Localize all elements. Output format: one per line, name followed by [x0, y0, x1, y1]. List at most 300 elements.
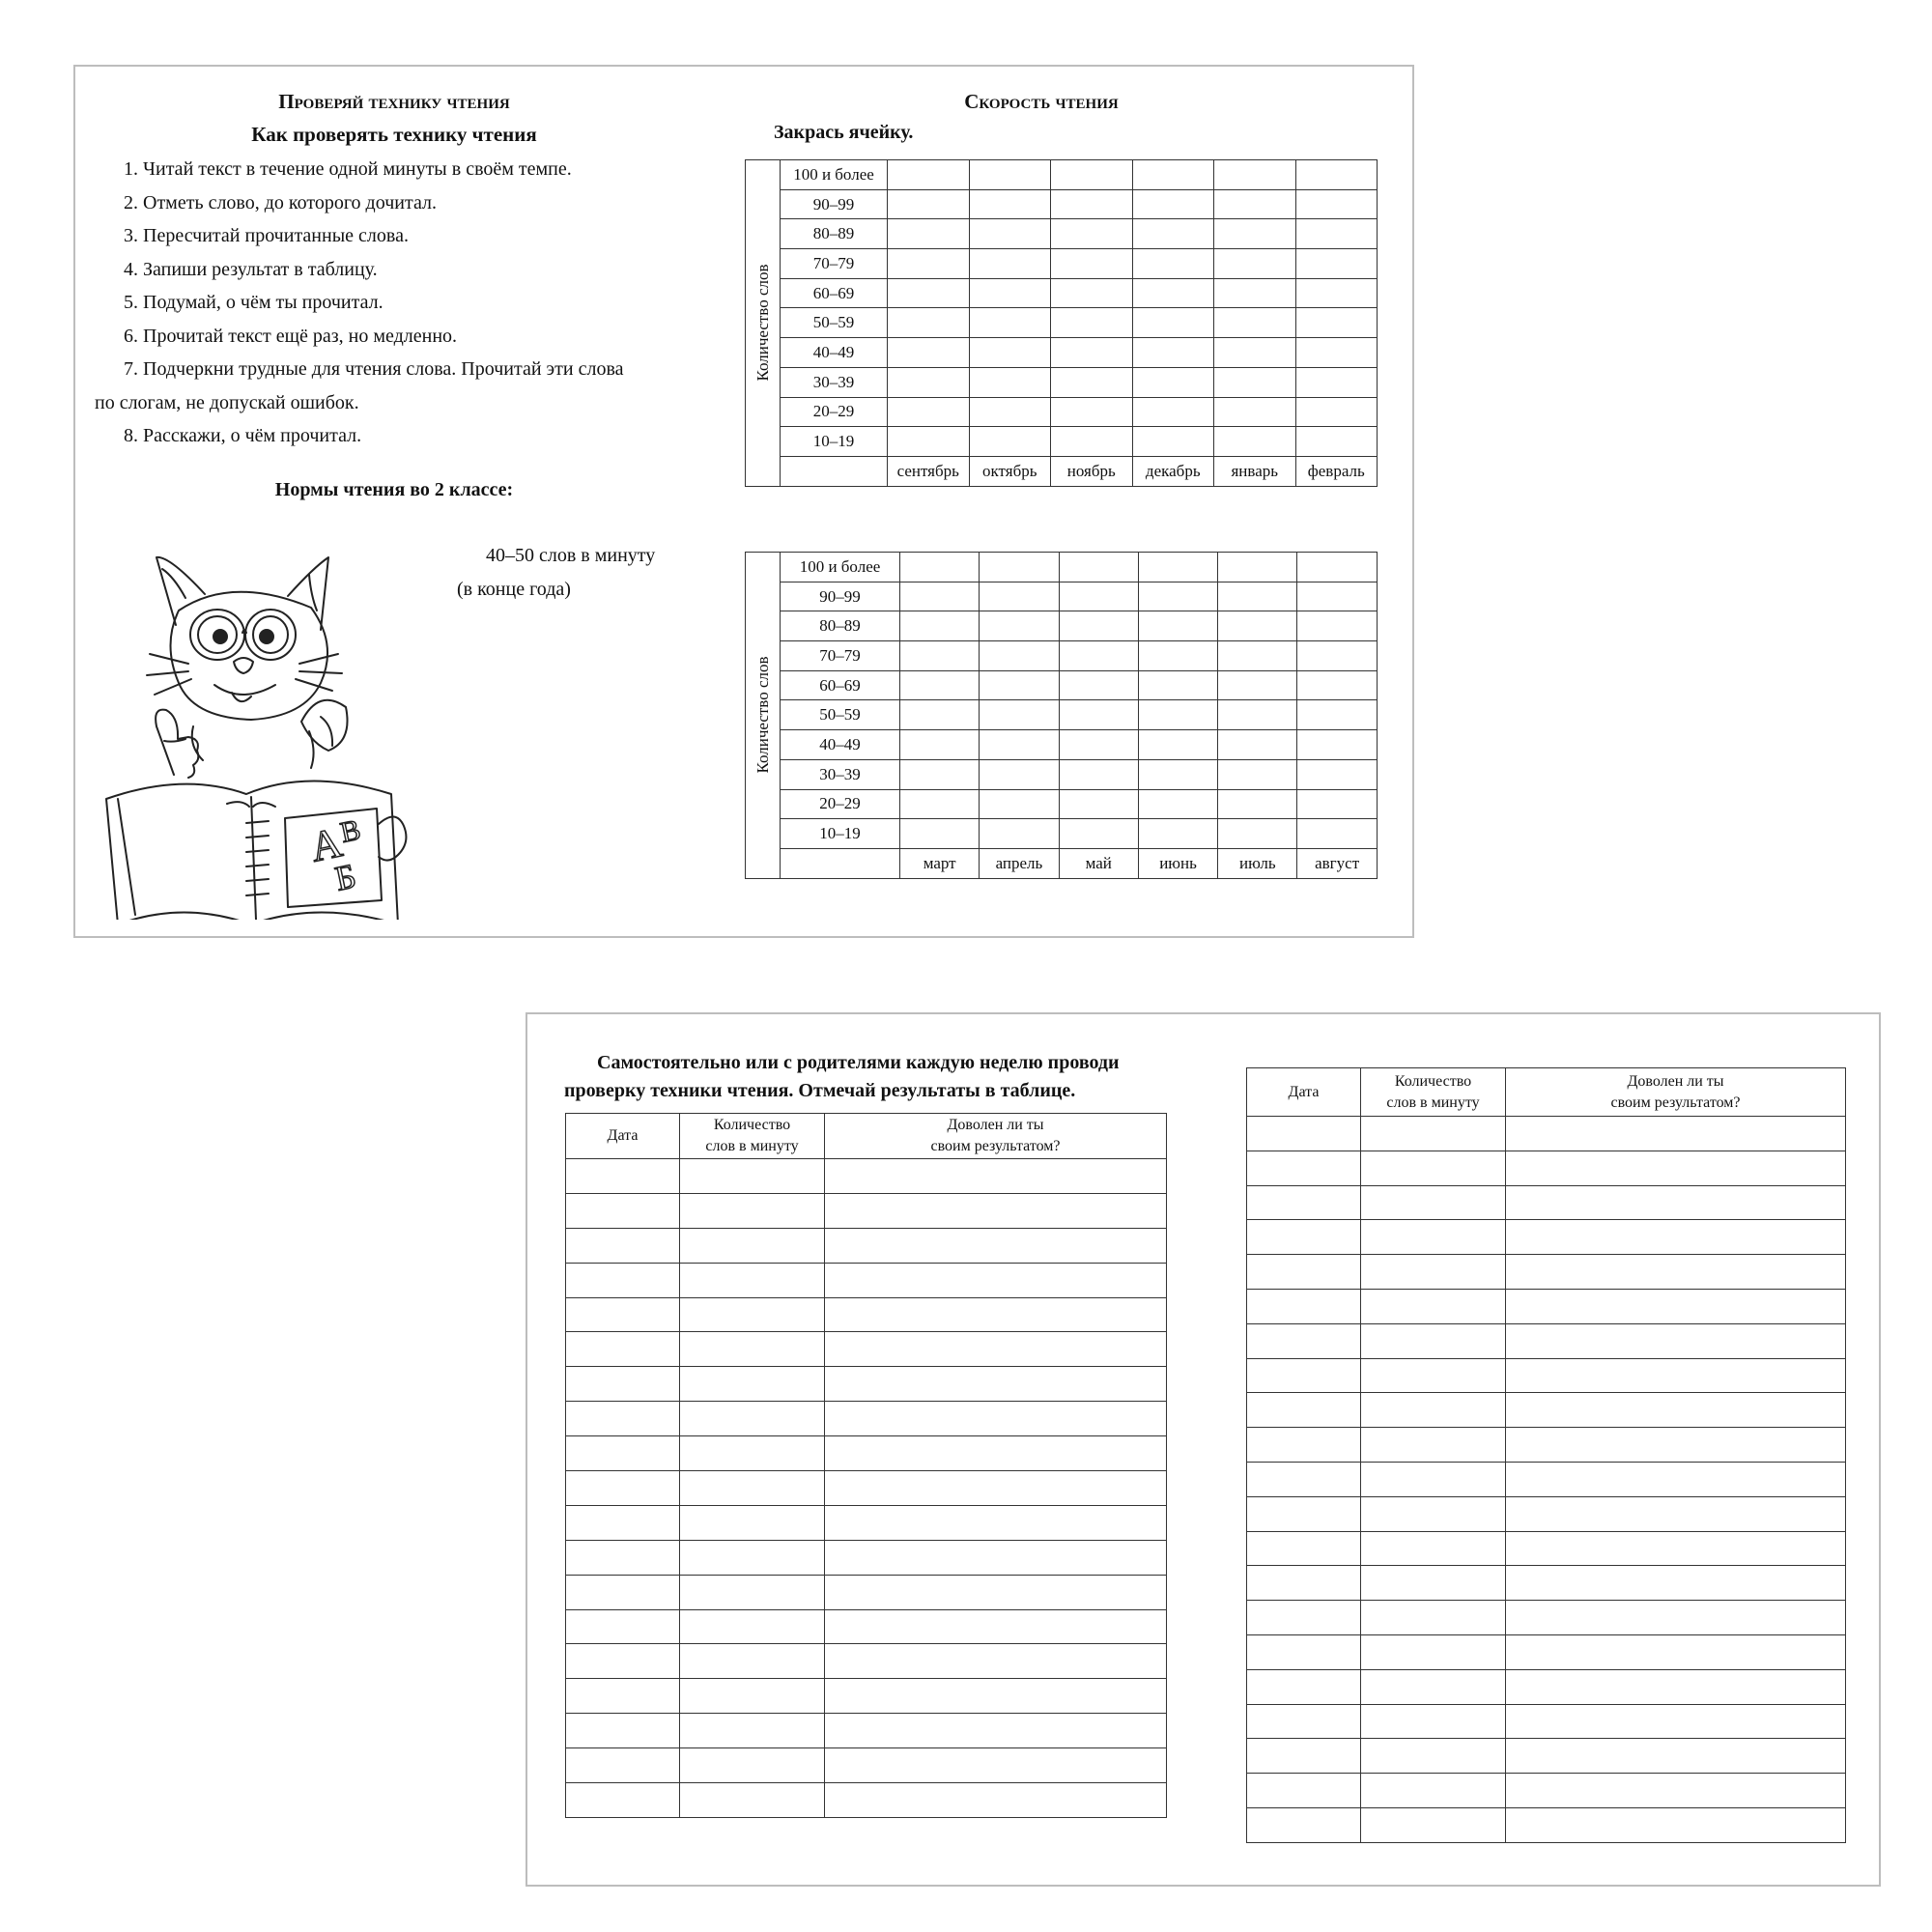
log-count-cell[interactable] — [680, 1402, 825, 1436]
speed-row — [746, 553, 1378, 582]
log-count-cell[interactable] — [680, 1159, 825, 1194]
speed-cell[interactable] — [969, 278, 1051, 308]
log-satisfied-cell[interactable] — [1506, 1669, 1846, 1704]
log-count-cell[interactable] — [1361, 1634, 1506, 1669]
log-satisfied-cell[interactable] — [1506, 1255, 1846, 1290]
log-count-cell[interactable] — [1361, 1774, 1506, 1808]
log-row — [1247, 1807, 1846, 1842]
log-satisfied-cell[interactable] — [1506, 1185, 1846, 1220]
log-date-cell[interactable] — [566, 1748, 680, 1783]
speed-cell[interactable] — [900, 759, 980, 789]
log-date-cell[interactable] — [1247, 1669, 1361, 1704]
speed-range-label: 60–69 — [781, 278, 888, 308]
log-count-cell[interactable] — [680, 1714, 825, 1748]
log-row — [566, 1228, 1167, 1263]
speed-cell[interactable] — [1059, 730, 1138, 760]
log-satisfied-cell[interactable] — [825, 1644, 1167, 1679]
speed-table-spring-summer — [745, 552, 1378, 879]
speed-row — [746, 789, 1378, 819]
log-satisfied-cell[interactable] — [1506, 1566, 1846, 1601]
log-date-cell[interactable] — [566, 1263, 680, 1297]
log-row — [566, 1263, 1167, 1297]
speed-cell[interactable] — [900, 700, 980, 730]
speed-range-label: 80–89 — [781, 219, 888, 249]
speed-cell[interactable] — [1132, 397, 1214, 427]
speed-range-label: 10–19 — [781, 819, 900, 849]
log-row — [566, 1193, 1167, 1228]
log-date-cell[interactable] — [1247, 1323, 1361, 1358]
log-satisfied-cell[interactable] — [825, 1263, 1167, 1297]
log-satisfied-cell[interactable] — [825, 1679, 1167, 1714]
speed-cell[interactable] — [1138, 611, 1217, 641]
log-row — [566, 1402, 1167, 1436]
speed-cell[interactable] — [888, 160, 970, 190]
speed-cell[interactable] — [1059, 641, 1138, 671]
log-date-cell[interactable] — [566, 1228, 680, 1263]
col-header-count: Количество слов в минуту — [680, 1114, 825, 1159]
log-date-cell[interactable] — [566, 1332, 680, 1367]
log-satisfied-cell[interactable] — [825, 1783, 1167, 1818]
log-row — [1247, 1393, 1846, 1428]
log-date-cell[interactable] — [1247, 1393, 1361, 1428]
speed-cell[interactable] — [900, 582, 980, 611]
speed-cell[interactable] — [1295, 160, 1378, 190]
log-row — [1247, 1566, 1846, 1601]
log-satisfied-cell[interactable] — [1506, 1289, 1846, 1323]
speed-row — [746, 730, 1378, 760]
log-date-cell[interactable] — [1247, 1531, 1361, 1566]
speed-cell[interactable] — [900, 611, 980, 641]
col-header-date: Дата — [1247, 1068, 1361, 1117]
norms-heading: Нормы чтения во 2 классе: — [274, 479, 514, 500]
axis-label — [746, 553, 781, 879]
speed-cell[interactable] — [1297, 789, 1377, 819]
speed-cell[interactable] — [1297, 819, 1377, 849]
speed-cell[interactable] — [969, 338, 1051, 368]
speed-cell[interactable] — [1297, 641, 1377, 671]
log-satisfied-cell[interactable] — [1506, 1151, 1846, 1185]
log-count-cell[interactable] — [680, 1575, 825, 1609]
speed-cell[interactable] — [1138, 730, 1217, 760]
log-date-cell[interactable] — [1247, 1634, 1361, 1669]
speed-cell[interactable] — [1051, 338, 1133, 368]
log-count-cell[interactable] — [1361, 1393, 1506, 1428]
speed-cell[interactable] — [888, 308, 970, 338]
speed-cell[interactable] — [980, 553, 1059, 582]
log-count-cell[interactable] — [680, 1540, 825, 1575]
log-count-cell[interactable] — [680, 1748, 825, 1783]
speed-cell[interactable] — [1297, 700, 1377, 730]
log-satisfied-cell[interactable] — [1506, 1601, 1846, 1635]
speed-cell[interactable] — [1059, 759, 1138, 789]
log-date-cell[interactable] — [1247, 1220, 1361, 1255]
log-count-cell[interactable] — [1361, 1220, 1506, 1255]
instruction-item: 8. Расскажи, о чём прочитал. — [124, 425, 362, 446]
months-row — [746, 848, 1378, 878]
log-count-cell[interactable] — [1361, 1739, 1506, 1774]
speed-cell[interactable] — [969, 189, 1051, 219]
speed-cell[interactable] — [1295, 397, 1378, 427]
speed-cell[interactable] — [1297, 582, 1377, 611]
log-satisfied-cell[interactable] — [1506, 1358, 1846, 1393]
speed-cell[interactable] — [1297, 553, 1377, 582]
log-count-cell[interactable] — [1361, 1323, 1506, 1358]
speed-cell[interactable] — [888, 219, 970, 249]
log-date-cell[interactable] — [1247, 1704, 1361, 1739]
log-satisfied-cell[interactable] — [1506, 1323, 1846, 1358]
log-date-cell[interactable] — [1247, 1566, 1361, 1601]
speed-range-label: 20–29 — [781, 397, 888, 427]
log-count-cell[interactable] — [680, 1471, 825, 1506]
log-count-cell[interactable] — [680, 1505, 825, 1540]
speed-cell[interactable] — [1059, 582, 1138, 611]
speed-cell[interactable] — [969, 397, 1051, 427]
speed-cell[interactable] — [1214, 160, 1296, 190]
speed-cell[interactable] — [900, 553, 980, 582]
month-label: июнь — [1138, 848, 1217, 878]
log-count-cell[interactable] — [680, 1436, 825, 1471]
speed-cell[interactable] — [1297, 759, 1377, 789]
speed-cell[interactable] — [1297, 611, 1377, 641]
col-header-count: Количество слов в минуту — [1361, 1068, 1506, 1117]
speed-range-label: 30–39 — [781, 759, 900, 789]
letter-a: А — [305, 818, 347, 871]
speed-cell[interactable] — [980, 611, 1059, 641]
speed-cell[interactable] — [1051, 367, 1133, 397]
log-count-cell[interactable] — [1361, 1601, 1506, 1635]
log-date-cell[interactable] — [1247, 1255, 1361, 1290]
speed-cell[interactable] — [1138, 789, 1217, 819]
log-date-cell[interactable] — [1247, 1774, 1361, 1808]
speed-cell[interactable] — [1218, 641, 1297, 671]
log-count-cell[interactable] — [680, 1609, 825, 1644]
log-count-cell[interactable] — [1361, 1496, 1506, 1531]
speed-cell[interactable] — [888, 338, 970, 368]
log-count-cell[interactable] — [1361, 1117, 1506, 1151]
log-satisfied-cell[interactable] — [1506, 1496, 1846, 1531]
log-satisfied-cell[interactable] — [825, 1332, 1167, 1367]
log-satisfied-cell[interactable] — [1506, 1704, 1846, 1739]
log-date-cell[interactable] — [566, 1367, 680, 1402]
speed-range-label: 30–39 — [781, 367, 888, 397]
log-count-cell[interactable] — [680, 1679, 825, 1714]
speed-row — [746, 219, 1378, 249]
month-label: декабрь — [1132, 456, 1214, 486]
speed-cell[interactable] — [980, 819, 1059, 849]
speed-cell[interactable] — [900, 819, 980, 849]
log-satisfied-cell[interactable] — [825, 1748, 1167, 1783]
log-satisfied-cell[interactable] — [825, 1505, 1167, 1540]
speed-cell[interactable] — [980, 582, 1059, 611]
speed-cell[interactable] — [1059, 819, 1138, 849]
speed-cell[interactable] — [1218, 670, 1297, 700]
log-date-cell[interactable] — [566, 1297, 680, 1332]
log-count-cell[interactable] — [680, 1367, 825, 1402]
instruction-item: 4. Запиши результат в таблицу. — [124, 258, 378, 280]
speed-row — [746, 611, 1378, 641]
log-date-cell[interactable] — [1247, 1807, 1361, 1842]
speed-cell[interactable] — [1059, 670, 1138, 700]
speed-cell[interactable] — [1218, 759, 1297, 789]
speed-cell[interactable] — [888, 189, 970, 219]
speed-cell[interactable] — [1295, 367, 1378, 397]
speed-cell[interactable] — [1132, 160, 1214, 190]
speed-cell[interactable] — [980, 730, 1059, 760]
speed-cell[interactable] — [888, 278, 970, 308]
speed-cell[interactable] — [1059, 611, 1138, 641]
speed-cell[interactable] — [980, 789, 1059, 819]
speed-range-label: 10–19 — [781, 427, 888, 457]
log-date-cell[interactable] — [1247, 1739, 1361, 1774]
speed-cell[interactable] — [1132, 219, 1214, 249]
speed-cell[interactable] — [1214, 189, 1296, 219]
speed-cell[interactable] — [1132, 338, 1214, 368]
log-date-cell[interactable] — [1247, 1151, 1361, 1185]
speed-cell[interactable] — [1132, 189, 1214, 219]
speed-cell[interactable] — [980, 700, 1059, 730]
speed-cell[interactable] — [1218, 582, 1297, 611]
speed-cell[interactable] — [1214, 249, 1296, 279]
speed-cell[interactable] — [1214, 219, 1296, 249]
log-row — [1247, 1531, 1846, 1566]
speed-range-label: 70–79 — [781, 641, 900, 671]
speed-cell[interactable] — [1051, 397, 1133, 427]
speed-cell[interactable] — [1214, 338, 1296, 368]
log-count-cell[interactable] — [680, 1263, 825, 1297]
speed-cell[interactable] — [888, 397, 970, 427]
speed-cell[interactable] — [1132, 278, 1214, 308]
log-count-cell[interactable] — [1361, 1807, 1506, 1842]
speed-cell[interactable] — [980, 759, 1059, 789]
speed-cell[interactable] — [1295, 189, 1378, 219]
log-row — [1247, 1601, 1846, 1635]
log-satisfied-cell[interactable] — [1506, 1393, 1846, 1428]
log-satisfied-cell[interactable] — [1506, 1634, 1846, 1669]
speed-cell[interactable] — [1132, 427, 1214, 457]
speed-cell[interactable] — [1051, 278, 1133, 308]
speed-cell[interactable] — [1218, 611, 1297, 641]
log-count-cell[interactable] — [1361, 1669, 1506, 1704]
speed-row — [746, 338, 1378, 368]
speed-cell[interactable] — [1297, 670, 1377, 700]
log-date-cell[interactable] — [566, 1402, 680, 1436]
speed-cell[interactable] — [969, 427, 1051, 457]
speed-range-label: 100 и более — [781, 160, 888, 190]
log-date-cell[interactable] — [566, 1436, 680, 1471]
log-table-left — [565, 1113, 1167, 1818]
norms-note: (в конце года) — [457, 579, 571, 600]
log-row — [566, 1332, 1167, 1367]
speed-cell[interactable] — [888, 249, 970, 279]
speed-cell[interactable] — [1138, 641, 1217, 671]
speed-cell[interactable] — [1297, 730, 1377, 760]
speed-cell[interactable] — [1295, 427, 1378, 457]
log-date-cell[interactable] — [566, 1159, 680, 1194]
speed-row — [746, 189, 1378, 219]
page-title: Проверяй технику чтения — [278, 90, 510, 113]
log-date-cell[interactable] — [1247, 1358, 1361, 1393]
log-count-cell[interactable] — [1361, 1185, 1506, 1220]
log-satisfied-cell[interactable] — [1506, 1774, 1846, 1808]
log-satisfied-cell[interactable] — [825, 1159, 1167, 1194]
speed-cell[interactable] — [888, 427, 970, 457]
empty-corner-cell — [781, 848, 900, 878]
speed-cell[interactable] — [1132, 367, 1214, 397]
log-count-cell[interactable] — [1361, 1255, 1506, 1290]
speed-cell[interactable] — [969, 219, 1051, 249]
speed-cell[interactable] — [1138, 670, 1217, 700]
speed-cell[interactable] — [1218, 700, 1297, 730]
log-date-cell[interactable] — [566, 1193, 680, 1228]
log-date-cell[interactable] — [566, 1540, 680, 1575]
speed-cell[interactable] — [900, 641, 980, 671]
speed-cell[interactable] — [1295, 249, 1378, 279]
speed-cell[interactable] — [1138, 553, 1217, 582]
log-satisfied-cell[interactable] — [825, 1714, 1167, 1748]
speed-range-label: 90–99 — [781, 189, 888, 219]
log-row — [1247, 1496, 1846, 1531]
speed-cell[interactable] — [1051, 249, 1133, 279]
log-satisfied-cell[interactable] — [825, 1297, 1167, 1332]
speed-cell[interactable] — [1218, 730, 1297, 760]
log-count-cell[interactable] — [680, 1228, 825, 1263]
speed-cell[interactable] — [1051, 308, 1133, 338]
speed-cell[interactable] — [1214, 278, 1296, 308]
log-satisfied-cell[interactable] — [825, 1609, 1167, 1644]
speed-cell[interactable] — [1295, 278, 1378, 308]
log-row — [1247, 1255, 1846, 1290]
log-date-cell[interactable] — [1247, 1117, 1361, 1151]
log-satisfied-cell[interactable] — [825, 1367, 1167, 1402]
month-label: май — [1059, 848, 1138, 878]
speed-table-autumn-winter — [745, 159, 1378, 487]
log-date-cell[interactable] — [1247, 1289, 1361, 1323]
speed-cell[interactable] — [1132, 308, 1214, 338]
log-date-cell[interactable] — [566, 1471, 680, 1506]
log-satisfied-cell[interactable] — [1506, 1739, 1846, 1774]
log-count-cell[interactable] — [680, 1193, 825, 1228]
speed-cell[interactable] — [1132, 249, 1214, 279]
speed-cell[interactable] — [1059, 700, 1138, 730]
speed-cell[interactable] — [969, 308, 1051, 338]
speed-cell[interactable] — [1138, 819, 1217, 849]
speed-cell[interactable] — [1051, 160, 1133, 190]
log-satisfied-cell[interactable] — [825, 1193, 1167, 1228]
instruction-item: 3. Пересчитай прочитанные слова. — [124, 225, 409, 246]
log-satisfied-cell[interactable] — [1506, 1807, 1846, 1842]
log-row — [566, 1159, 1167, 1194]
speed-cell[interactable] — [1138, 582, 1217, 611]
log-satisfied-cell[interactable] — [825, 1402, 1167, 1436]
speed-cell[interactable] — [900, 789, 980, 819]
speed-cell[interactable] — [1214, 397, 1296, 427]
speed-range-label: 70–79 — [781, 249, 888, 279]
speed-cell[interactable] — [1059, 553, 1138, 582]
log-satisfied-cell[interactable] — [825, 1471, 1167, 1506]
speed-cell[interactable] — [1138, 700, 1217, 730]
log-date-cell[interactable] — [1247, 1462, 1361, 1496]
log-date-cell[interactable] — [566, 1679, 680, 1714]
log-date-cell[interactable] — [566, 1644, 680, 1679]
speed-cell[interactable] — [1218, 819, 1297, 849]
log-satisfied-cell[interactable] — [825, 1540, 1167, 1575]
log-date-cell[interactable] — [1247, 1601, 1361, 1635]
speed-cell[interactable] — [1059, 789, 1138, 819]
speed-cell[interactable] — [888, 367, 970, 397]
speed-cell[interactable] — [1218, 789, 1297, 819]
log-row — [566, 1436, 1167, 1471]
log-satisfied-cell[interactable] — [825, 1575, 1167, 1609]
speed-cell[interactable] — [980, 641, 1059, 671]
speed-cell[interactable] — [1051, 189, 1133, 219]
speed-cell[interactable] — [969, 367, 1051, 397]
speed-cell[interactable] — [1051, 427, 1133, 457]
speed-row — [746, 819, 1378, 849]
log-count-cell[interactable] — [1361, 1289, 1506, 1323]
log-count-cell[interactable] — [1361, 1358, 1506, 1393]
speed-cell[interactable] — [1295, 308, 1378, 338]
log-date-cell[interactable] — [566, 1714, 680, 1748]
log-count-cell[interactable] — [680, 1332, 825, 1367]
speed-cell[interactable] — [1218, 553, 1297, 582]
log-satisfied-cell[interactable] — [1506, 1117, 1846, 1151]
log-satisfied-cell[interactable] — [1506, 1428, 1846, 1463]
log-satisfied-cell[interactable] — [1506, 1462, 1846, 1496]
log-satisfied-cell[interactable] — [1506, 1531, 1846, 1566]
log-count-cell[interactable] — [1361, 1704, 1506, 1739]
speed-cell[interactable] — [1051, 219, 1133, 249]
log-row — [566, 1505, 1167, 1540]
log-date-cell[interactable] — [566, 1783, 680, 1818]
speed-cell[interactable] — [1214, 427, 1296, 457]
speed-cell[interactable] — [1214, 367, 1296, 397]
speed-cell[interactable] — [980, 670, 1059, 700]
speed-cell[interactable] — [900, 670, 980, 700]
speed-cell[interactable] — [969, 249, 1051, 279]
log-count-cell[interactable] — [680, 1783, 825, 1818]
log-count-cell[interactable] — [680, 1297, 825, 1332]
log-satisfied-cell[interactable] — [825, 1436, 1167, 1471]
speed-cell[interactable] — [969, 160, 1051, 190]
speed-cell[interactable] — [1295, 219, 1378, 249]
speed-cell[interactable] — [900, 730, 980, 760]
log-satisfied-cell[interactable] — [825, 1228, 1167, 1263]
speed-cell[interactable] — [1138, 759, 1217, 789]
log-count-cell[interactable] — [1361, 1531, 1506, 1566]
speed-range-label: 60–69 — [781, 670, 900, 700]
log-intro-line-1: Самостоятельно или с родителями каждую неделю проводи — [597, 1052, 1120, 1073]
speed-cell[interactable] — [1214, 308, 1296, 338]
speed-cell[interactable] — [1295, 338, 1378, 368]
log-satisfied-cell[interactable] — [1506, 1220, 1846, 1255]
log-count-cell[interactable] — [1361, 1566, 1506, 1601]
log-date-cell[interactable] — [1247, 1185, 1361, 1220]
month-label: октябрь — [969, 456, 1051, 486]
log-date-cell[interactable] — [566, 1505, 680, 1540]
log-count-cell[interactable] — [1361, 1428, 1506, 1463]
months-row — [746, 456, 1378, 486]
log-row — [566, 1471, 1167, 1506]
log-row — [566, 1297, 1167, 1332]
log-date-cell[interactable] — [566, 1609, 680, 1644]
log-count-cell[interactable] — [1361, 1151, 1506, 1185]
log-date-cell[interactable] — [1247, 1428, 1361, 1463]
log-date-cell[interactable] — [1247, 1496, 1361, 1531]
log-count-cell[interactable] — [680, 1644, 825, 1679]
log-count-cell[interactable] — [1361, 1462, 1506, 1496]
log-date-cell[interactable] — [566, 1575, 680, 1609]
log-row — [1247, 1185, 1846, 1220]
